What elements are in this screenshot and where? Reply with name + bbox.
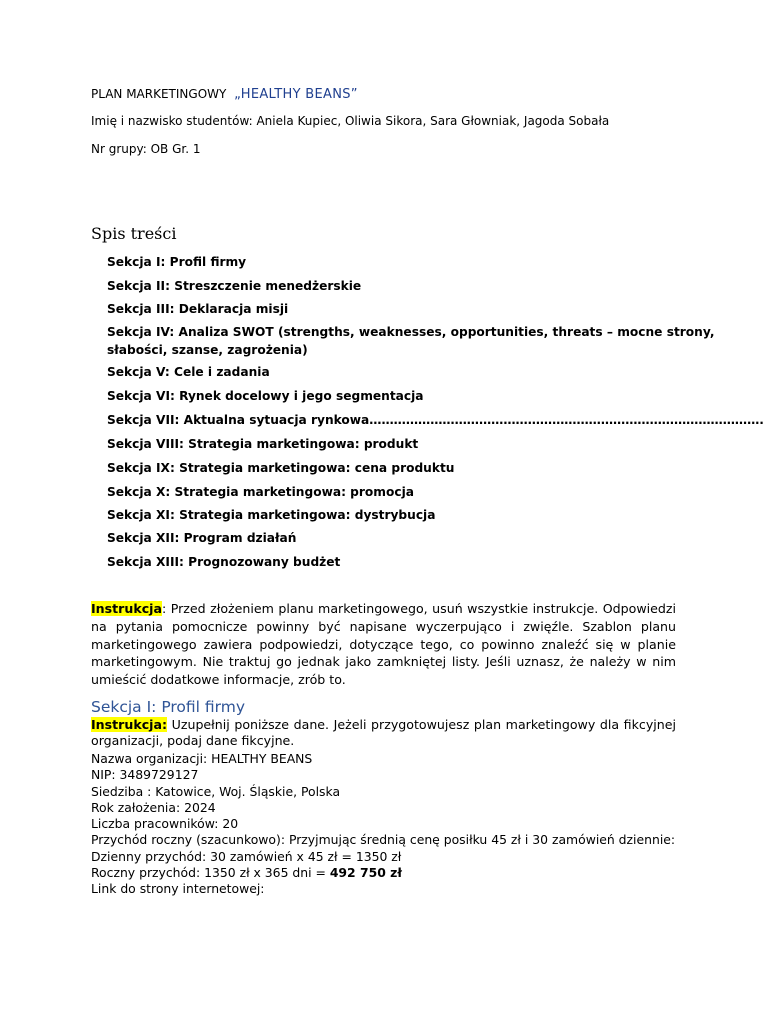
- instruction-highlight: Instrukcja: [91, 601, 162, 616]
- employees-line: Liczba pracowników: 20: [91, 816, 239, 831]
- students-line: Imię i nazwisko studentów: Aniela Kupiec, Oliwia Sikora, Sara Głowniak, Jagoda Sobała: [91, 114, 610, 128]
- website-link-label: Link do strony internetowej:: [91, 881, 265, 896]
- toc-item[interactable]: Sekcja X: Strategia marketingowa: promocja: [107, 485, 414, 499]
- annual-revenue-line: [91, 865, 402, 880]
- section-title: Sekcja I: Profil firmy: [91, 698, 246, 716]
- toc-item[interactable]: Sekcja IV: Analiza SWOT (strengths, weaknesses, opportunities, threats – mocne strony,: [107, 325, 715, 339]
- plan-label-line: [91, 87, 358, 102]
- toc-item[interactable]: Sekcja III: Deklaracja misji: [107, 302, 289, 316]
- toc-item[interactable]: Sekcja II: Streszczenie menedżerskie: [107, 279, 362, 293]
- toc-item[interactable]: Sekcja XII: Program działań: [107, 531, 297, 545]
- instruction-text: : Przed złożeniem planu marketingowego, usuń wszystkie instrukcje. Odpowiedzi na pytania pomocnicze powinny być napisane wyczerpująco i zwięźle. Szablon planu marketingowego zawiera podpowiedzi, dotyczące tego, co powinno znaleźć się w planie marketingowym. Nie traktuj go jednak jako zamkniętej listy. Jeśli uznasz, że należy w nim umieścić dodatkowe informacje, zrób to.: [91, 601, 676, 688]
- nip-line: NIP: 3489729127: [91, 767, 199, 782]
- group-line: Nr grupy: OB Gr. 1: [91, 142, 201, 156]
- toc-item[interactable]: Sekcja XI: Strategia marketingowa: dystrybucja: [107, 508, 436, 522]
- plan-label: PLAN MARKETINGOWY: [91, 87, 227, 101]
- toc-item[interactable]: Sekcja I: Profil firmy: [107, 255, 247, 269]
- instruction-text: Uzupełnij poniższe dane. Jeżeli przygotowujesz plan marketingowy dla fikcyjnej organizacji, podaj dane fikcyjne.: [91, 717, 676, 749]
- toc-item[interactable]: Sekcja VI: Rynek docelowy i jego segmentacja: [107, 389, 424, 403]
- toc-title: Spis treści: [91, 224, 177, 243]
- instruction-highlight: Instrukcja:: [91, 717, 168, 732]
- instruction-paragraph: [91, 600, 676, 689]
- toc-item[interactable]: Sekcja VII: Aktualna sytuacja rynkowa…………………………………………………………………………………….: [107, 413, 764, 427]
- hq-line: Siedziba : Katowice, Woj. Śląskie, Polska: [91, 784, 341, 799]
- revenue-estimate-line: Przychód roczny (szacunkowo): Przyjmując średnią cenę posiłku 45 zł i 30 zamówień dziennie:: [91, 832, 676, 847]
- toc-item[interactable]: Sekcja V: Cele i zadania: [107, 365, 270, 379]
- annual-revenue-value: 492 750 zł: [329, 865, 402, 880]
- founded-line: Rok założenia: 2024: [91, 800, 216, 815]
- brand-name: „HEALTHY BEANS”: [234, 87, 358, 102]
- section1-instruction: [91, 717, 676, 750]
- toc-item-continuation[interactable]: słabości, szanse, zagrożenia): [107, 343, 308, 357]
- daily-revenue-line: Dzienny przychód: 30 zamówień x 45 zł = 1350 zł: [91, 849, 402, 864]
- toc-item[interactable]: Sekcja XIII: Prognozowany budżet: [107, 555, 341, 569]
- org-name-line: Nazwa organizacji: HEALTHY BEANS: [91, 751, 313, 766]
- annual-revenue-label: Roczny przychód: 1350 zł x 365 dni =: [91, 865, 330, 880]
- toc-item[interactable]: Sekcja VIII: Strategia marketingowa: produkt: [107, 437, 419, 451]
- toc-item[interactable]: Sekcja IX: Strategia marketingowa: cena produktu: [107, 461, 455, 475]
